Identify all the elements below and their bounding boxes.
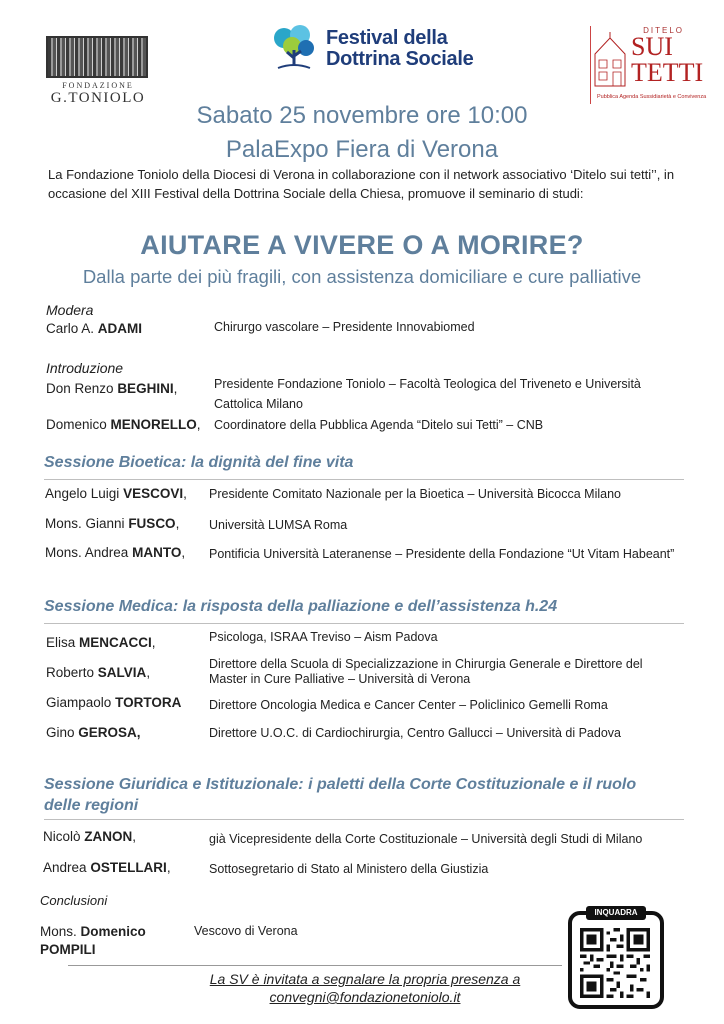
session-speaker-name <box>46 635 156 650</box>
session-speaker-role: Direttore Oncologia Medica e Cancer Center – Policlinico Gemelli Roma <box>209 698 608 712</box>
session-title: Sessione Giuridica e Istituzionale: i paletti della Corte Costituzionale e il ruolo delle regioni <box>44 776 637 814</box>
moderator-label: Modera <box>46 302 94 318</box>
session-speaker-name <box>43 829 136 844</box>
footer-line1: La SV è invitata a segnalare la propria presenza a <box>209 971 521 987</box>
toniolo-logo-line2: G.TONIOLO <box>50 90 146 106</box>
footer-divider <box>68 965 562 966</box>
event-date: Sabato 25 novembre ore 10:00 <box>196 102 528 129</box>
seminar-title: AIUTARE A VIVERE O A MORIRE? <box>140 230 584 260</box>
speaker-first-name: Domenico <box>46 417 107 432</box>
session-speaker-role: Presidente Comitato Nazionale per la Bioetica – Università Bicocca Milano <box>209 487 622 501</box>
session-speaker-name <box>46 665 150 680</box>
intro-speaker-role: Coordinatore della Pubblica Agenda “Ditelo sui Tetti” – CNB <box>214 418 544 432</box>
session-speaker-role: Direttore della Scuola di Specializzazione in Chirurgia Generale e Direttore del Master in Cure Palliative – Università di Verona <box>209 657 643 686</box>
ditelo-logo-sui: SUI <box>631 32 673 61</box>
speaker-separator: , <box>146 665 151 680</box>
speaker-separator: , <box>175 516 180 531</box>
fondazione-toniolo-logo <box>44 36 152 106</box>
conclusions-speaker-name <box>40 923 190 959</box>
footer-email-link[interactable]: convegni@fondazionetoniolo.it <box>269 989 461 1005</box>
speaker-last-name: MENCACCI <box>79 635 152 650</box>
festival-logo-line2: Dottrina Sociale <box>326 48 474 70</box>
intro-speaker-name <box>46 381 177 396</box>
session-speaker-role: Università LUMSA Roma <box>209 518 348 532</box>
speaker-first-name: Roberto <box>46 665 95 680</box>
speaker-separator: , <box>173 381 178 396</box>
speaker-last-name: OSTELLARI <box>90 860 167 875</box>
speaker-last-name: FUSCO <box>128 516 176 531</box>
session-speaker-name <box>46 725 141 740</box>
section-divider <box>44 479 684 480</box>
seminar-subtitle: Dalla parte dei più fragili, con assistenza domiciliare e cure palliative <box>82 266 642 287</box>
session-speaker-role: Direttore U.O.C. di Cardiochirurgia, Centro Gallucci – Università di Padova <box>209 726 621 740</box>
session-speaker-name <box>45 545 185 560</box>
intro-speaker-name <box>46 417 201 432</box>
speaker-separator: , <box>132 829 137 844</box>
session-speaker-name <box>43 860 171 875</box>
speaker-first-name: Don Renzo <box>46 381 114 396</box>
speaker-first-name: Angelo Luigi <box>45 486 120 501</box>
speaker-separator: , <box>181 545 186 560</box>
session-speaker-role: Pontificia Università Lateranense – Presidente della Fondazione “Ut Vitam Habeant” <box>209 547 675 561</box>
footer-rsvp-note <box>150 970 580 1006</box>
speaker-separator: , <box>196 417 201 432</box>
festival-logo-text <box>326 28 473 70</box>
moderator-name <box>46 321 142 336</box>
intro-speaker-role: Presidente Fondazione Toniolo – Facoltà Teologica del Triveneto e Università Cattolica Milano <box>214 377 641 411</box>
speaker-first-name: Nicolò <box>43 829 81 844</box>
speaker-last-name: MENORELLO <box>110 417 197 432</box>
section-divider <box>44 623 684 624</box>
ditelo-logo-wordmark <box>631 34 703 86</box>
speaker-first-name: Mons. <box>40 924 77 939</box>
session-speaker-name <box>45 516 179 531</box>
qr-label: INQUADRA <box>586 906 646 920</box>
conclusions-speaker-role: Vescovo di Verona <box>194 924 298 938</box>
session-title: Sessione Medica: la risposta della palliazione e dell’assistenza h.24 <box>44 598 558 615</box>
speaker-last-name: ADAMI <box>97 321 143 336</box>
speaker-last-name: ZANON <box>84 829 133 844</box>
ditelo-logo-top: DITELO <box>643 26 684 35</box>
festival-logo-line1: Festival della <box>326 27 448 49</box>
session-speaker-name <box>45 486 187 501</box>
introduction-label: Introduzione <box>46 360 124 376</box>
speaker-last-name: TORTORA <box>115 695 182 710</box>
intro-paragraph: La Fondazione Toniolo della Diocesi di Verona in collaborazione con il network associativo ‘Ditelo sui tetti’’, in occasione del XIII Festival della Dottrina Sociale della Chiesa, promuove il seminario di studi: <box>48 167 675 201</box>
toniolo-emblem-image <box>46 36 148 78</box>
speaker-last-name: VESCOVI <box>123 486 184 501</box>
session-title: Sessione Bioetica: la dignità del fine vita <box>44 454 354 471</box>
speaker-first-name: Giampaolo <box>46 695 112 710</box>
speaker-last-name: MANTO <box>132 545 182 560</box>
ditelo-sui-tetti-logo <box>590 26 707 104</box>
conclusions-label: Conclusioni <box>40 893 108 908</box>
session-speaker-role: Sottosegretario di Stato al Ministero della Giustizia <box>209 862 489 876</box>
session-speaker-role: Psicologa, ISRAA Treviso – Aism Padova <box>209 630 438 644</box>
speaker-first-name: Andrea <box>43 860 87 875</box>
speaker-separator: , <box>166 860 171 875</box>
ditelo-logo-tetti: TETTI <box>631 58 704 87</box>
festival-dottrina-sociale-logo <box>268 22 488 74</box>
speaker-last-name: BEGHINI <box>117 381 174 396</box>
speaker-first-name: Elisa <box>46 635 76 650</box>
speaker-last-name: Domenico POMPILI <box>40 924 146 957</box>
speaker-first-name: Mons. Andrea <box>45 545 129 560</box>
speaker-last-name: SALVIA <box>97 665 147 680</box>
session-speaker-role: già Vicepresidente della Corte Costituzionale – Università degli Studi di Milano <box>209 832 643 846</box>
moderator-role: Chirurgo vascolare – Presidente Innovabiomed <box>214 320 475 334</box>
section-divider <box>44 819 684 820</box>
speaker-last-name: GEROSA, <box>78 725 141 740</box>
speaker-first-name: Gino <box>46 725 75 740</box>
speaker-separator: , <box>183 486 187 501</box>
speaker-separator: , <box>151 635 156 650</box>
qr-code-icon[interactable] <box>580 928 650 998</box>
speaker-first-name: Mons. Gianni <box>45 516 125 531</box>
event-venue: PalaExpo Fiera di Verona <box>225 136 499 163</box>
festival-tree-icon <box>270 24 320 72</box>
toniolo-logo-line1: FONDAZIONE <box>62 81 134 90</box>
speaker-first-name: Carlo A. <box>46 321 95 336</box>
ditelo-logo-caption: Pubblica Agenda Sussidiarietà e Convivenza <box>597 94 707 100</box>
session-speaker-name <box>46 695 181 710</box>
